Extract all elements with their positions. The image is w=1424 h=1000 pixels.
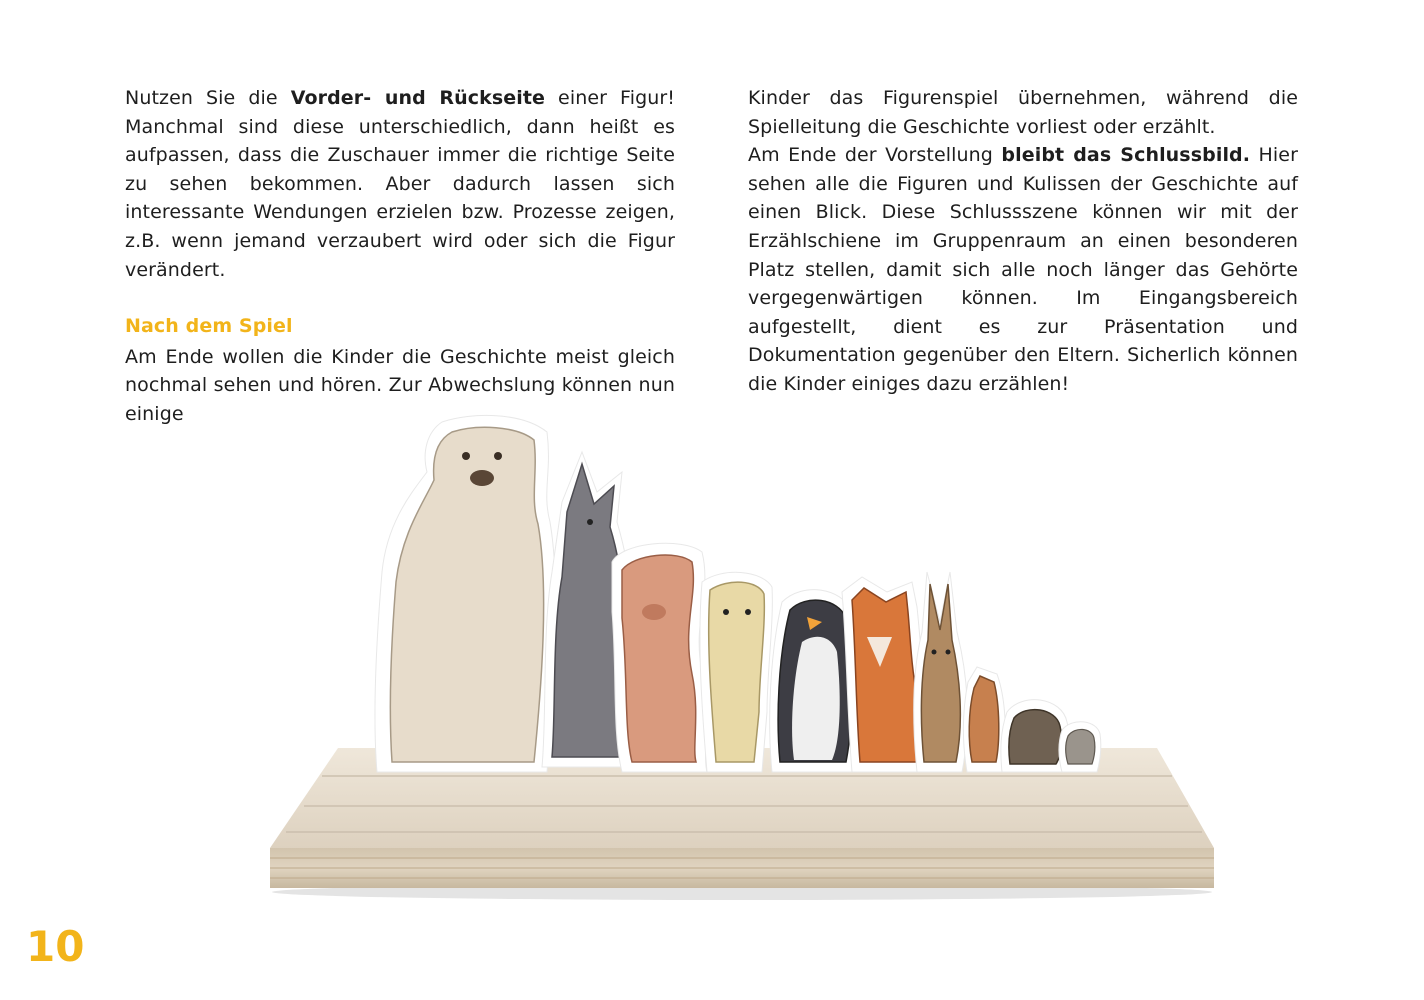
right-text-column [748, 84, 1298, 399]
bear-figure [375, 415, 556, 772]
text-run: Hier sehen alle die Figuren und Kulissen der Geschichte auf einen Blick. Diese Schlussszene können wir mit der Erzählschiene im Gruppenraum an einen besonderen Platz stellen, damit sich alle noch länger das Gehörte vergegenwärtigen können. Im Eingangsbereich aufgestellt, dient es zur Präsentation und Dokumentation gegenüber den Eltern. Sicherlich können die Kinder einiges dazu erzählen! [748, 144, 1299, 395]
sheep-figure [700, 572, 772, 772]
hare-figure [914, 572, 968, 772]
text-run: einer Figur! Manchmal sind diese unterschiedlich, dann heißt es aufpassen, dass die Zuschauer immer die richtige Seite zu sehen bekommen. Aber dadurch lassen sich interessante Wendungen erzielen bzw. Prozesse zeigen, z.B. wenn jemand verzaubert wird oder sich die Figur verändert. [125, 87, 676, 281]
bold-phrase: bleibt das Schlussbild. [1001, 144, 1251, 167]
bold-phrase: Vorder- und Rückseite [290, 87, 546, 109]
animal-figures-photo [262, 412, 1222, 902]
paragraph-after-play: Am Ende wollen die Kinder die Geschichte meist gleich nochmal sehen und hören. Zur Abwechslung können nun einige [125, 345, 675, 425]
left-text-column [125, 84, 675, 429]
section-heading: Nach dem Spiel [125, 315, 293, 338]
squirrel-figure [963, 667, 1005, 772]
hedgehog-figure [1001, 700, 1069, 772]
text-run: Am Ende der Vorstellung [748, 144, 1002, 167]
paragraph-front-back [125, 84, 675, 284]
page-number: 10 [26, 922, 85, 971]
mouse-figure [1059, 722, 1101, 772]
text-run: Nutzen Sie die [125, 87, 291, 109]
paragraph-final-scene [748, 141, 1298, 398]
pig-figure [612, 543, 707, 772]
paragraph-continued: Kinder das Figurenspiel übernehmen, während die Spielleitung die Geschichte vorliest oder erzählt. [748, 87, 1298, 138]
